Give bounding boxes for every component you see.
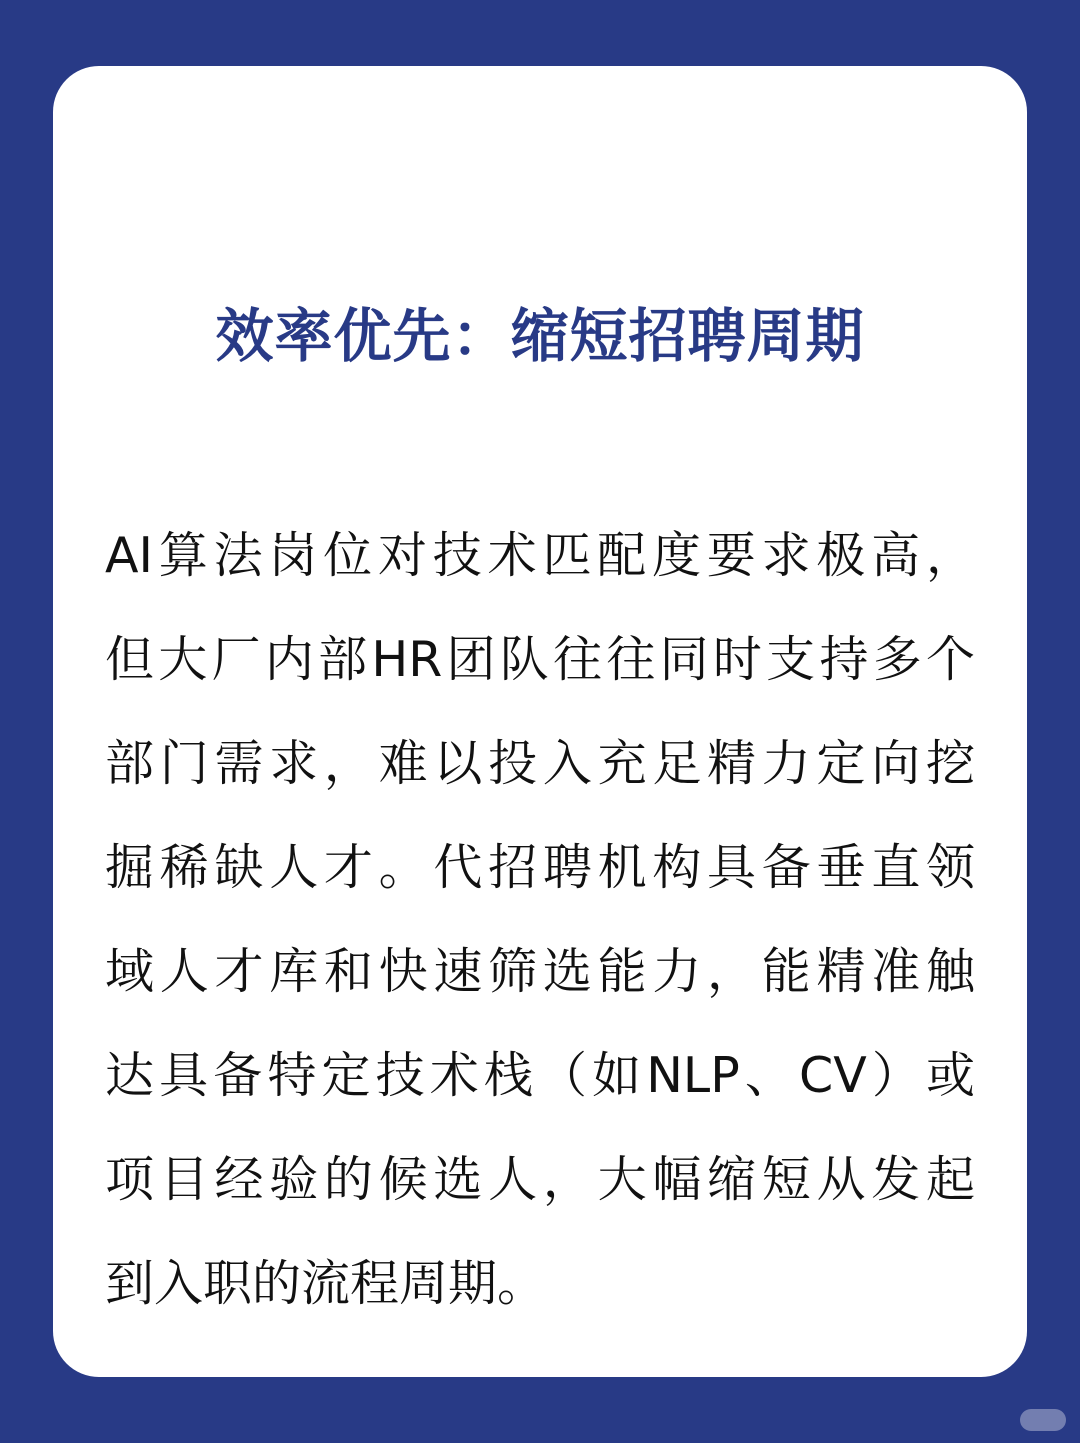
body-line: 掘稀缺人才。代招聘机构具备垂直领 — [105, 839, 975, 896]
body-line: 到入职的流程周期。 — [105, 1255, 547, 1312]
body-line: 但大厂内部HR团队往往同时支持多个 — [105, 631, 975, 688]
body-line: 域人才库和快速筛选能力，能精准触 — [105, 943, 975, 1000]
body-line: 项目经验的候选人，大幅缩短从发起 — [105, 1151, 975, 1208]
content-card — [53, 66, 1027, 1377]
watermark-logo — [1020, 1409, 1066, 1431]
body-line: 部门需求，难以投入充足精力定向挖 — [105, 735, 975, 792]
body-line: 达具备特定技术栈（如NLP、CV）或 — [105, 1047, 975, 1104]
body-line: AI算法岗位对技术匹配度要求极高， — [105, 527, 975, 584]
page-title: 效率优先：缩短招聘周期 — [215, 302, 865, 370]
body-paragraph — [105, 504, 975, 1336]
